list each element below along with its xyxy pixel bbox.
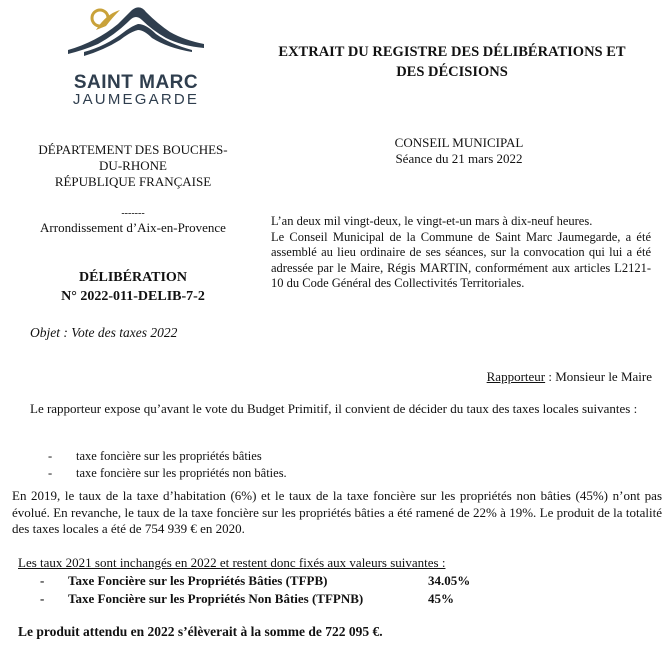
logo-text-saint-marc: SAINT MARC (73, 72, 199, 93)
deliberation-title: DÉLIBÉRATION (79, 270, 187, 285)
intro-paragraph (271, 214, 651, 292)
final-amount-line: Le produit attendu en 2022 s’élèverait à la somme de 722 095 €. (18, 624, 383, 639)
list-item: - taxe foncière sur les propriétés non bâties. (48, 466, 287, 480)
title-line-2: DES DÉCISIONS (396, 64, 508, 80)
department-block (18, 142, 248, 190)
intro-line-1: L’an deux mil vingt-deux, le vingt-et-un mars à dix-neuf heures. (271, 214, 593, 228)
commune-logo-mountain-icon (66, 2, 206, 58)
list-item-text: taxe foncière sur les propriétés bâties (76, 449, 262, 463)
taux-value: 45% (428, 591, 454, 606)
rapporteur-label: Rapporteur (486, 369, 546, 384)
separator-dashes: ------- (121, 208, 145, 219)
taux-row-tfpnb: - Taxe Foncière sur les Propriétés Non Bâties (TFPNB) 45% (40, 591, 454, 606)
list-item: - taxe foncière sur les propriétés bâties (48, 449, 262, 463)
history-paragraph: En 2019, le taux de la taxe d’habitation (6%) et le taux de la taxe foncière sur les propriétés non bâties (45%) n’ont pas évolué. En revanche, le taux de la taxe foncière sur les propriétés bâties a été ramené de 22% à 19%. Le produit de la totalité des taxes locales a été de 754 939 € en 2020. (12, 488, 662, 536)
logo-text-jaumegarde: JAUMEGARDE (72, 91, 200, 108)
taux-heading: Les taux 2021 sont inchangés en 2022 et restent donc fixés aux valeurs suivantes : (18, 555, 446, 570)
intro-rest: Le Conseil Municipal de la Commune de Saint Marc Jaumegarde, a été assemblé au lieu ordinaire de ses séances, sur la convocation qui lui a été adressée par le Maire, Régis MARTIN, conformément aux articles L2121-10 du Code Général des Collectivités Territoriales. (271, 229, 651, 290)
conseil-block (334, 135, 584, 167)
conseil-title: CONSEIL MUNICIPAL (394, 135, 524, 150)
deliberation-number: N° 2022-011-DELIB-7-2 (61, 289, 205, 304)
rapporteur-line (440, 369, 652, 385)
list-item-text: taxe foncière sur les propriétés non bâties. (76, 466, 287, 480)
dept-line-3: RÉPUBLIQUE FRANÇAISE (54, 174, 212, 189)
title-line-1: EXTRAIT DU REGISTRE DES DÉLIBÉRATIONS ET (278, 44, 626, 60)
document-title (240, 42, 664, 82)
taux-label: Taxe Foncière sur les Propriétés Non Bâties (TFPNB) (68, 591, 364, 606)
taux-value: 34.05% (428, 573, 471, 588)
expose-paragraph: Le rapporteur expose qu’avant le vote du Budget Primitif, il convient de décider du taux des taxes locales suivantes : (30, 401, 638, 416)
dept-line-1: DÉPARTEMENT DES BOUCHES- (38, 142, 228, 157)
arrondissement: Arrondissement d’Aix-en-Provence (40, 220, 226, 235)
dept-line-2: DU-RHONE (99, 158, 167, 173)
rapporteur-value: : Monsieur le Maire (545, 369, 652, 384)
seance-date: Séance du 21 mars 2022 (395, 151, 523, 166)
taux-row-tfpb: - Taxe Foncière sur les Propriétés Bâties (TFPB) 34.05% (40, 573, 471, 588)
objet-line: Objet : Vote des taxes 2022 (30, 325, 178, 340)
taux-label: Taxe Foncière sur les Propriétés Bâties (TFPB) (68, 573, 328, 588)
deliberation-block (18, 268, 248, 306)
tax-bullet-list (48, 448, 287, 482)
